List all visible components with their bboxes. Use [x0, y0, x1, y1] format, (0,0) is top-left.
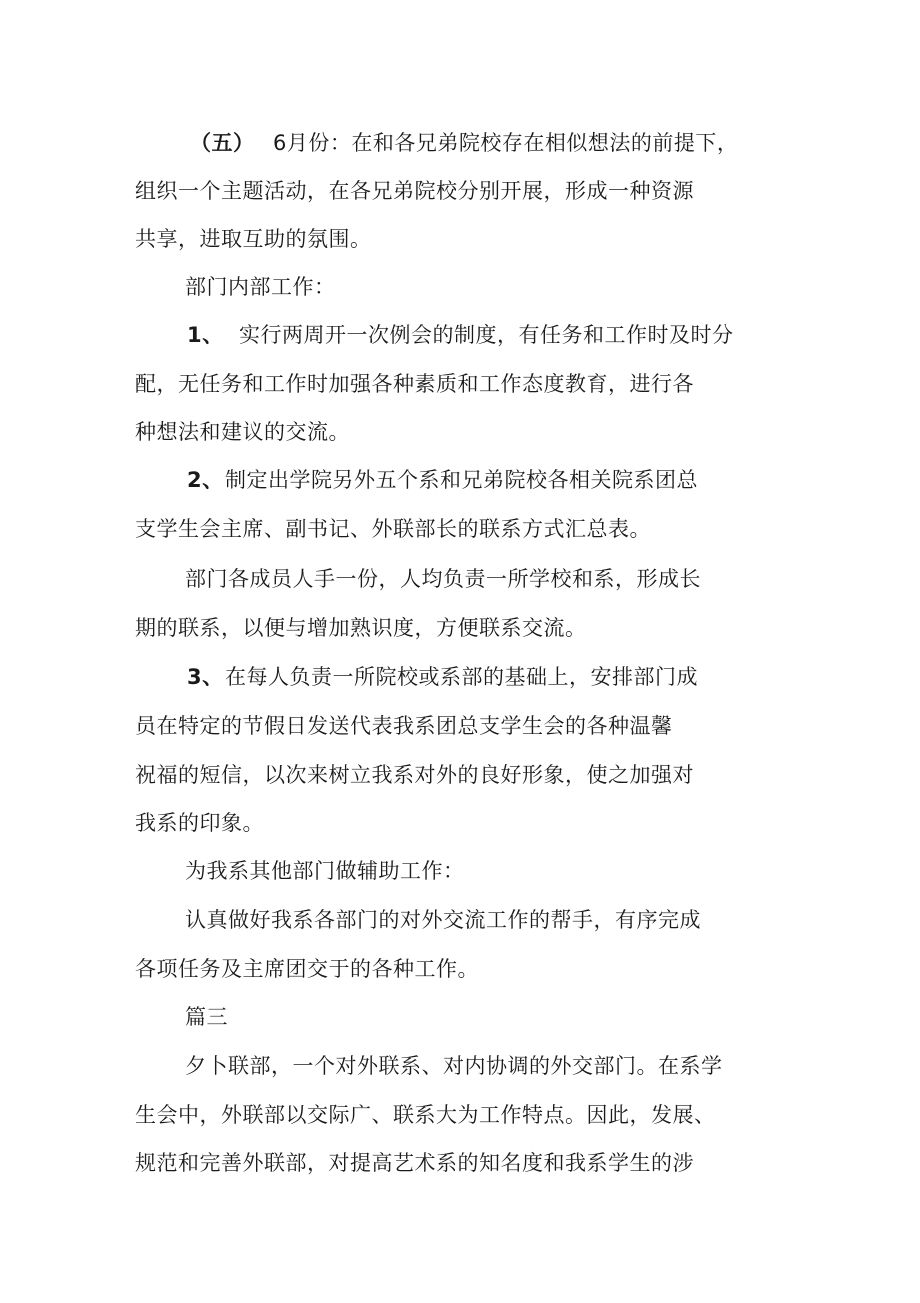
line-text: 生会中，外联部以交际广、联系大为工作特点。因此，发展、: [135, 1103, 716, 1127]
line-text: 在每人负责一所院校或系部的基础上，安排部门成: [225, 665, 698, 689]
paragraph-line: [185, 1052, 723, 1080]
paragraph-line: [135, 1101, 716, 1129]
paragraph-line: [135, 515, 651, 543]
paragraph-line: [135, 712, 673, 740]
paragraph-line: [187, 321, 734, 349]
paragraph-line: [185, 857, 465, 885]
paragraph-line: [187, 663, 698, 691]
list-number: 3、: [187, 665, 224, 689]
paragraph-line: [190, 129, 738, 157]
line-text: 部门各成员人手一份，人均负责一所学校和系，形成长: [185, 567, 701, 591]
line-text: 夕卜联部，一个对外联系、对内协调的外交部门。在系学: [185, 1054, 723, 1078]
line-text: 共享，进取互助的氛围。: [135, 227, 372, 251]
paragraph-line: [135, 955, 479, 983]
section-heading: [185, 1003, 228, 1031]
line-text: 组织一个主题活动，在各兄弟院校分别开展，形成一种资源: [135, 179, 694, 203]
line-text: 部门内部工作：: [185, 275, 336, 299]
paragraph-line: [135, 809, 264, 837]
line-text: 各项任务及主席团交于的各种工作。: [135, 957, 479, 981]
paragraph-line: [185, 273, 336, 301]
line-text: 期的联系，以便与增加熟识度，方便联系交流。: [135, 616, 587, 640]
paragraph-line: [135, 177, 694, 205]
paragraph-line: [135, 614, 587, 642]
paragraph-line: [185, 565, 701, 593]
list-number: 1、: [187, 323, 224, 347]
line-text: 6月份：在和各兄弟院校存在相似想法的前提下，: [273, 131, 739, 155]
paragraph-line: [135, 370, 694, 398]
paragraph-line: [135, 418, 350, 446]
list-number: 2、: [187, 468, 224, 492]
line-text: 支学生会主席、副书记、外联部长的联系方式汇总表。: [135, 517, 651, 541]
line-text: 制定出学院另外五个系和兄弟院校各相关院系团总: [225, 468, 698, 492]
paragraph-line: [135, 225, 372, 253]
line-text: 祝福的短信，以次来树立我系对外的良好形象，使之加强对: [135, 763, 694, 787]
line-text: 规范和完善外联部，对提高艺术系的知名度和我系学生的涉: [135, 1151, 694, 1175]
section-marker: （五）: [190, 131, 255, 155]
paragraph-line: [135, 1149, 694, 1177]
line-text: 种想法和建议的交流。: [135, 420, 350, 444]
line-text: 我系的印象。: [135, 811, 264, 835]
paragraph-line: [135, 761, 694, 789]
paragraph-line: [187, 466, 698, 494]
line-text: 实行两周开一次例会的制度，有任务和工作时及时分: [239, 323, 734, 347]
line-text: 认真做好我系各部门的对外交流工作的帮手，有序完成: [185, 908, 701, 932]
line-text: 员在特定的节假日发送代表我系团总支学生会的各种温馨: [135, 714, 673, 738]
paragraph-line: [185, 906, 701, 934]
line-text: 为我系其他部门做辅助工作：: [185, 859, 465, 883]
line-text: 篇三: [185, 1005, 228, 1029]
line-text: 配，无任务和工作时加强各种素质和工作态度教育，进行各: [135, 372, 694, 396]
